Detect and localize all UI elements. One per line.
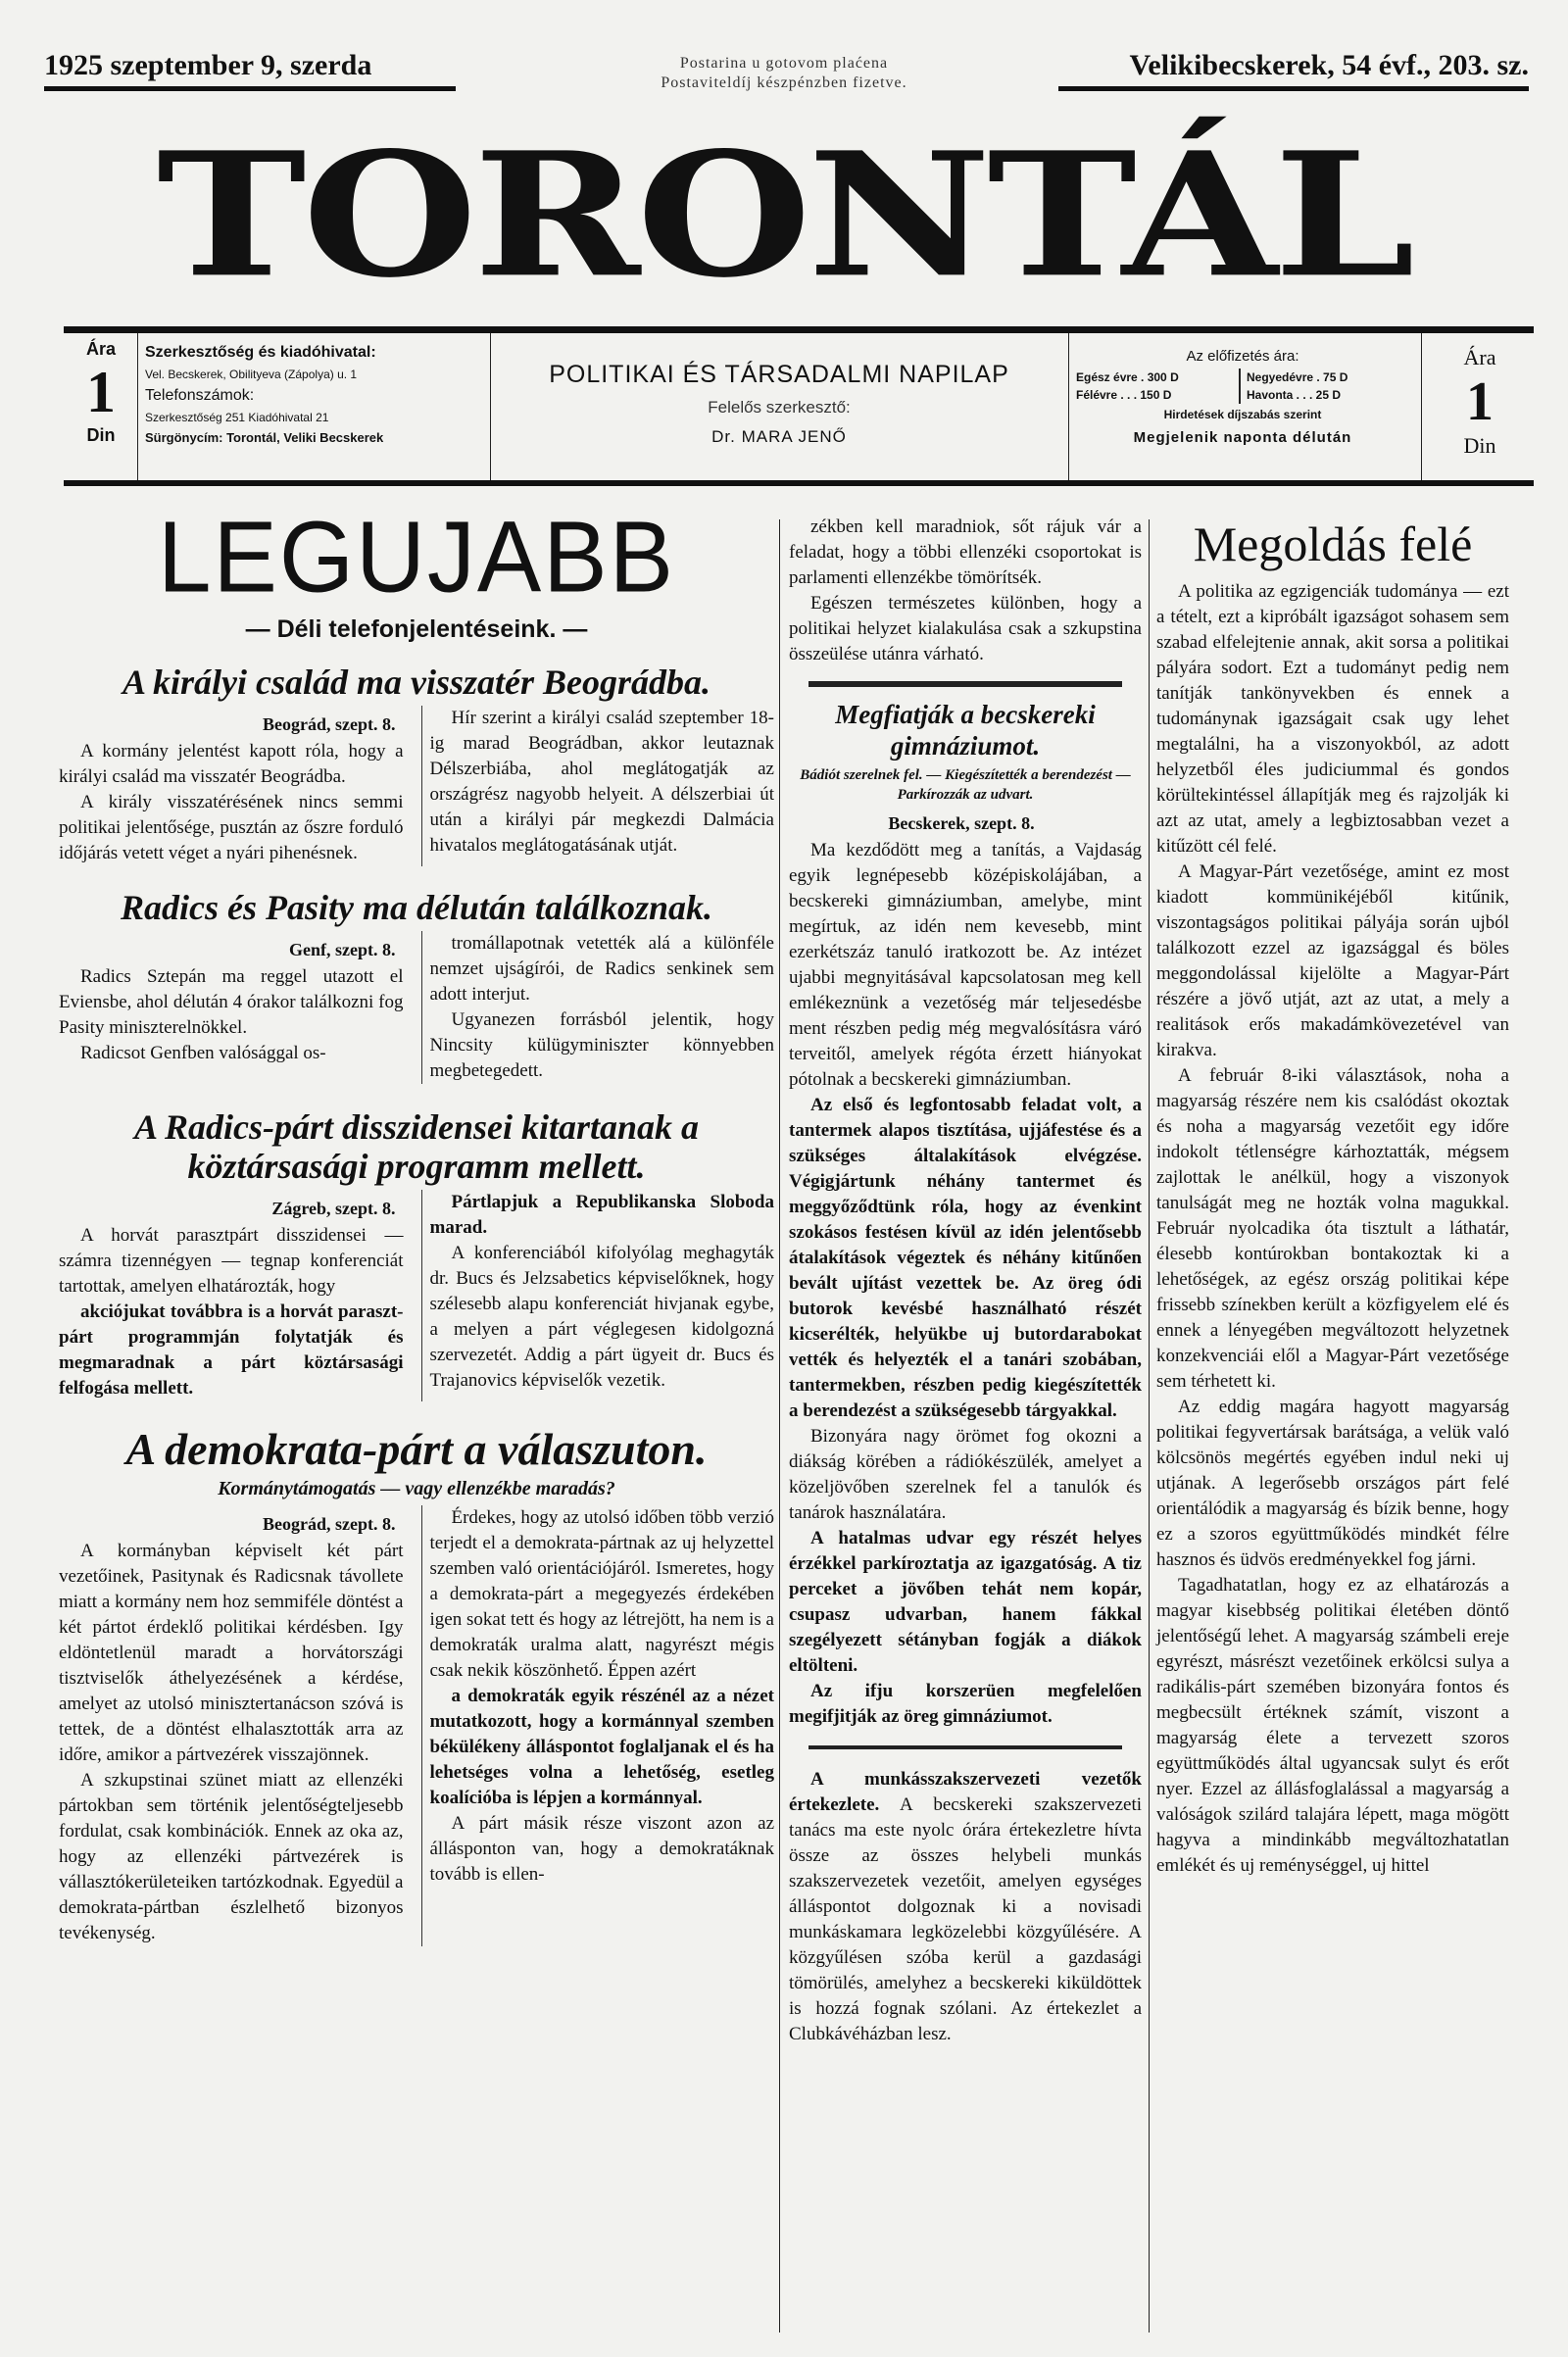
article-2-para-2: Radicsot Genfben valósággal os-: [80, 1043, 326, 1063]
article-3-dateline: Zágreb, szept. 8.: [271, 1199, 396, 1218]
price-box-left: [67, 338, 135, 446]
article-3-para-2: akciójukat továbbra is a horvát paraszt-párt programmján folytatják és megmaradnak a párt köztársasági felfogása mellett.: [59, 1301, 404, 1399]
telegram-address: Sürgönycím: Torontál, Veliki Becskerek: [145, 430, 384, 445]
gymnasium-headline: Megfiatják a becskereki gimnáziumot.: [835, 700, 1096, 761]
sub-monthly: Havonta . . . 25 D: [1247, 388, 1342, 402]
article-3-headline: A Radics-párt disszidensei kitartanak a köztársasági programm mellett.: [133, 1107, 700, 1186]
article-2-left: [59, 931, 404, 1084]
column-4: [1156, 515, 1509, 1879]
col3-separator: [808, 681, 1122, 687]
sub-yearly: Egész évre . 300 D: [1076, 370, 1179, 384]
office-title: Szerkesztőség és kiadóhivatal:: [145, 344, 376, 361]
article-4-para-3: Érdekes, hogy az utolsó időben több verzió terjedt el a demokrata-pártnak az uj helyzettel szemben való orientációjáról. Ismeretes, hogy a demokrata-párt a megegyezés érdekében igen sokat tett és hogy az létrejött, ha nem is a demokraták uralma alatt, nagyrészt mégis csak nekik köszönhető. Éppen azért: [429, 1507, 774, 1681]
price-value-right: 1: [1466, 371, 1494, 432]
postal-line-1: Postarina u gotovom plaćena: [679, 55, 889, 72]
editorial-para-5: Tagadhatatlan, hogy ez az elhatározás a magyar kisebbség politikai életében döntő jelentőségű lehet. A magyarság számbeli ereje egyrészt, másrészt vezetőinek erkölcsi sulya a radikális-párt szemében bizonyára fontos és megbecsült értéknek számít, viszont a magyarság élete a tervezett szoros együttműködés által ugyancsak sulyt és erőt nyer. Ezzel az állásfoglalással a magyarság a valóságok szilárd talajára lépett, maga mögött hagyva a mindinkább megváltozhatatlan emlékét és uj reménységgel, uj hittel: [1156, 1575, 1509, 1876]
gymnasium-subhead: Bádiót szerelnek fel. — Kiegészítették a berendezést — Parkírozzák az udvart.: [800, 767, 1131, 803]
article-1: [59, 706, 774, 866]
subscription-box: [1076, 345, 1409, 451]
price-label-right: Ára: [1463, 345, 1496, 369]
info-rule-top: [64, 331, 1534, 333]
gymnasium-para-2: Az első és legfontosabb feladat volt, a tantermek alapos tisztítása, ujjáfestése és a szükséges általakítások elvégzése. Végigjártunk néhány tantermet és meggyőződtünk róla, hogy az évenkint szokásos festésen kívül az idén jelentősebb átalakítások végeztek és néhány kitűnően bevált ujítást vezettek be. Az öreg ódi butorok kevésbé használható részét kicserélték, helyükbe uj butordarabokat vették és helyezték el a tanári szobában, tantermekben, részben pedig kiegészítették a berendezést a szükségesebb tárgyakkal.: [789, 1095, 1142, 1421]
price-unit-right: Din: [1463, 433, 1496, 458]
gymnasium-para-4: A hatalmas udvar egy részét helyes érzékkel parkíroztatja az igazgatóság. A tiz perceket a jövőben tehát nem kopár, csupasz udvarban, hanem fákkal szegélyezett sétányban fogják a diákok eltölteni.: [789, 1528, 1142, 1676]
article-4-para-1: A kormányban képviselt két párt vezetőinek, Pasitynak és Radicsnak távollete miatt a kormány nem hoz semmiféle döntést a két pártot érdeklő politikai kérdésben. Igy eldöntetlenül maradt a horvátországi tisztviselők áthelyezésének a kérdése, amelyet az utolsó minisztertanácson szóvá is tettek, de a döntést elhalasztották arra az időre, amikor a pártvezérek visszajönnek.: [59, 1541, 404, 1765]
article-1-left: [59, 706, 404, 866]
editorial-para-3: A február 8-iki választások, noha a magyarság részére nem kis csalódást okoztak és noha a magyarság vezetőit egy időre indokolt tétlenségre kárhoztatták, mégsem zajlottak le anélkül, hogy a viszonyok tanulságát meg ne hozták volna magukkal. Február nyolcadika óta tisztult a láthatár, élesebb kontúrokban bontakoztak ki a lehetőségek, az egész ország politikai képe frissebb színekben került a közfigyelem elé és ennek a lényegében megváltozott helyzetnek konzekvenciái elől a Magyar-Párt vezetősége sem térhetett ki.: [1156, 1065, 1509, 1392]
subscription-title: Az előfizetés ára:: [1186, 348, 1299, 365]
info-divider-1: [137, 333, 138, 480]
article-4-headline: A demokrata-párt a válaszuton.: [125, 1424, 708, 1474]
article-3-para-3: Pártlapjuk a Republikanska Sloboda marad.: [429, 1192, 774, 1238]
ad-pricing: Hirdetések díjszabás szerint: [1163, 408, 1322, 421]
article-4-left: [59, 1505, 404, 1946]
article-2-para-3: tromállapotnak vetették alá a különféle nemzet ujságírói, de Radics senkinek sem adott interjut.: [429, 933, 774, 1005]
article-3-para-4: A konferenciából kifolyólag meghagyták dr. Bucs és Jelzsabetics képviselőknek, hogy szélesebb alapu konferenciát hivjanak egybe, a melyen a párt véglegesen kidolgozná szervezetét. Addig a párt ügyeit dr. Bucs és Trajanovics képviselők vezetik.: [429, 1243, 774, 1391]
article-2-para-4: Ugyanezen forrásból jelentik, hogy Nincsity külügyminiszter könnyebben megbetegedett.: [429, 1009, 774, 1081]
col3-continued-2: Egészen természetes különben, hogy a politikai helyzet kialakulása csak a szkupstina összeülése utánra várható.: [789, 593, 1142, 664]
article-1-para-1: A kormány jelentést kapott róla, hogy a királyi család ma visszatér Beográdba.: [59, 741, 404, 787]
tagline-box: [495, 358, 1063, 450]
info-divider-3: [1068, 333, 1069, 480]
legujabb-title: LEGUJABB: [158, 500, 675, 614]
info-divider-2: [490, 333, 491, 480]
article-1-dateline: Beográd, szept. 8.: [263, 714, 396, 734]
phone-numbers: Szerkesztőség 251 Kiadóhivatal 21: [145, 411, 329, 424]
office-address: Vel. Becskerek, Obilityeva (Zápolya) u. 1: [145, 368, 358, 381]
gymnasium-dateline: Becskerek, szept. 8.: [888, 813, 1035, 833]
article-3-para-1: A horvát parasztpárt disszidensei — számra tizennégyen — tegnap konferenciát tartottak, amelyen elhatározták, hogy: [59, 1225, 404, 1297]
article-2-dateline: Genf, szept. 8.: [289, 940, 396, 959]
price-box-right: [1431, 345, 1529, 459]
article-4-subhead: Kormánytámogatás — vagy ellenzékbe maradás?: [218, 1478, 615, 1499]
phone-title: Telefonszámok:: [145, 387, 255, 404]
editor-label: Felelős szerkesztő:: [708, 398, 851, 417]
top-rule-right: [1058, 86, 1529, 91]
col3-separator-2: [808, 1745, 1122, 1749]
article-4: [59, 1505, 774, 1946]
editorial-headline: Megoldás felé: [1193, 516, 1473, 571]
postal-note: [588, 54, 980, 93]
editor-name: Dr. MARA JENŐ: [711, 427, 847, 446]
top-rule-left: [44, 86, 456, 91]
info-rule-bottom: [64, 480, 1534, 486]
article-4-para-4: a demokraták egyik részénél az a nézet mutatkozott, hogy a kormánnyal szemben békülékeny álláspontot foglaljanak el és ha lehetséges volna a lehetőség, esetleg koalícióba is lépjen a kormánnyal.: [429, 1686, 774, 1808]
article-1-headline: A királyi család ma visszatér Beográdba.: [122, 663, 710, 702]
price-value: 1: [86, 360, 116, 424]
article-3: [59, 1190, 774, 1401]
article-4-para-5: A párt másik része viszont azon az állásponton van, hogy a demokratáknak tovább is ellen-: [429, 1813, 774, 1885]
article-2-headline: Radics és Pasity ma délután találkoznak.: [120, 888, 713, 927]
sub-quarter: Negyedévre . 75 D: [1247, 370, 1348, 384]
editorial-para-2: A Magyar-Párt vezetősége, amint ez most kiadott kommünikéjéből kitűnik, viszontagságos politikai pályája során ujból találkozott ezzel az igazsággal és böles meggondolással kijelölte a Magyar-Párt részére a jövő utját, azt az utat, a mely a realitások erős makadámkövezetével van kirakva.: [1156, 861, 1509, 1060]
office-box: [145, 341, 488, 449]
masthead-title: TORONTÁL: [157, 116, 1411, 316]
article-4-para-2: A szkupstinai szünet miatt az ellenzéki pártokban sem történik jelentőségteljesebb fordulat, csak kombinációk. Ennek az oka az, hogy az ellenzéki pártvezérek is vállasztókerületeiken tartózkodnak. Egyedül a demokrata-pártban észlelhető bizonyos tevékenység.: [59, 1770, 404, 1943]
issue-line: Velikibecskerek, 54 évf., 203. sz.: [1129, 49, 1529, 81]
gymnasium-para-1: Ma kezdődött meg a tanítás, a Vajdaság egyik legnépesebb középiskolájában, a becskereki gimnáziumban, amelybe, mint megírtuk, az idén nem kevesebb, mint ezerkétszáz tanuló iratkozott be. Az intézet ujabbi megnyitásával kapcsolatosan meg kell emlékeznünk a vezetőség már teljesedésbe ment részben pedig még megvalósításra váró terveitől, amelyek régóta érzett hiányokat pótolnak a becskereki gimnáziumban.: [789, 840, 1142, 1090]
date-line: 1925 szeptember 9, szerda: [44, 49, 372, 81]
gymnasium-para-3: Bizonyára nagy örömet fog okozni a diákság körében a rádiókészülék, amelyet a közeljövőben szerelnek fel a tanulók és tanárok használatára.: [789, 1426, 1142, 1523]
tagline: POLITIKAI ÉS TÁRSADALMI NAPILAP: [549, 361, 1009, 388]
article-4-right: [421, 1505, 775, 1946]
editorial-para-4: Az eddig magára hagyott magyarság politikai fegyvertársak barátsága, a velük való kölcsönös megértés egyében indul neki uj utjának. A legerősebb országos párt felé orientálódik a magyarság és bízik benne, hogy ez a szoros együttműködés mindkét félre hasznos és üdvös eredményekkel fog járni.: [1156, 1397, 1509, 1570]
article-1-para-2: A király visszatérésének nincs semmi politikai jelentősége, pusztán az őszre forduló időjárás vetett véget a nyári pihenésnek.: [59, 792, 404, 863]
left-news-block: [59, 500, 774, 1946]
article-3-right: [421, 1190, 775, 1401]
gymnasium-para-5: Az ifju korszerüen megfelelően megifjitják az öreg gimnáziumot.: [789, 1681, 1142, 1727]
price-unit: Din: [86, 425, 116, 445]
editorial-para-1: A politika az egzigenciák tudománya — ezt a tételt, ezt a kipróbált igazságot sohasem sem szabad elfelejtenie annak, akit sorsa a politikai pályára sodort. Ezt a tudományt pedig nem tanítják tankönyvekben és ennek a tudománynak igazságait csak ugy lehet megtalálni, ha a viszonyokból, az adott helyzetből éles judiciummal és gondos körültekintéssel állapítják meg és rajzolják ki azt az utat, amely a legbiztosabban vezet a kitűzött cél felé.: [1156, 581, 1509, 857]
legujabb-subtitle: — Déli telefonjelentéseink. —: [245, 615, 588, 643]
sub-halfyear: Félévre . . . 150 D: [1076, 388, 1172, 402]
article-2: [59, 931, 774, 1084]
article-2-right: [421, 931, 775, 1084]
union-meeting-lead: A munkásszakszervezeti vezetők értekezlete.: [789, 1769, 1142, 1815]
column-3: [789, 515, 1142, 2047]
info-divider-4: [1421, 333, 1422, 480]
article-2-para-1: Radics Sztepán ma reggel utazott el Eviensbe, ahol délután 4 órakor találkozni fog Pasity miniszterelnökkel.: [59, 966, 404, 1038]
article-4-dateline: Beográd, szept. 8.: [263, 1514, 396, 1534]
postal-line-2: Postaviteldíj készpénzben fizetve.: [661, 74, 907, 91]
publication-note: Megjelenik naponta délután: [1133, 429, 1352, 446]
union-meeting-text: A becskereki szakszervezeti tanács ma este nyolc órára értekezletre hívta össze az összes helybeli munkás szakszervezetek vezetőit, amelyen egységes álláspontot dolgoznak ki a novisadi munkáskamara legközelebbi közgyűlésére. A közgyűlésen szóba kerül a gazdasági tömörülés, amelyhez a becskereki kiküldöttek is hozzá fognak szólani. Az értekezlet a Clubkávéházban lesz.: [789, 1794, 1142, 2044]
article-3-left: [59, 1190, 404, 1401]
col3-continued-1: zékben kell maradniok, sőt rájuk vár a feladat, hogy a többi ellenzéki csoportokat is parlamenti ellenzékbe tömörítsék.: [789, 516, 1142, 588]
article-1-para-3: Hír szerint a királyi család szeptember 18-ig marad Beográdban, akkor leutaznak Délszerbiába, ahol meglátogatják az országrész nagyobb helyeit. A délszerbiai út után a királyi pár megkezdi Dalmácia hivatalos meglátogatásának utját.: [429, 708, 774, 856]
column-divider-2: [779, 519, 780, 2332]
price-label: Ára: [85, 339, 116, 359]
column-divider-3: [1149, 519, 1150, 2332]
article-1-right: [421, 706, 775, 866]
